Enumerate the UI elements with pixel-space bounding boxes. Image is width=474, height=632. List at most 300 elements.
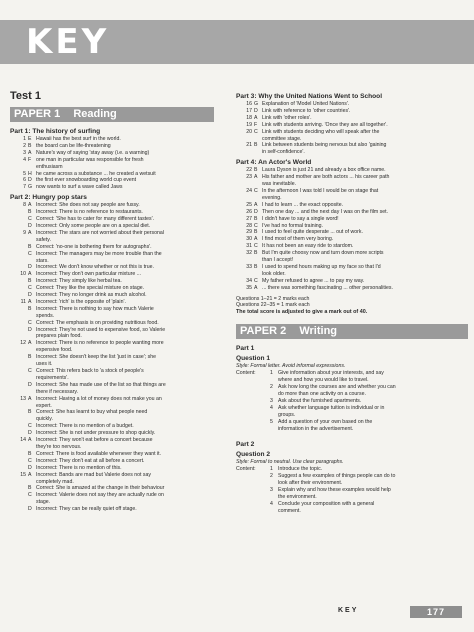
question-number: 5 — [23, 170, 26, 177]
question-number: 31 — [246, 243, 252, 250]
answer-letter: A — [254, 174, 258, 181]
question-number: 3 — [23, 149, 26, 156]
content-number: 1 — [270, 466, 273, 473]
answer-line — [10, 150, 214, 157]
question-number — [10, 292, 28, 299]
answer-letter: A — [254, 201, 258, 208]
answer-line — [236, 271, 468, 278]
answer-text: But I'm quite choosy now and turn down more scripts — [262, 250, 384, 257]
answer-line — [10, 143, 214, 150]
paper-1-heading — [10, 107, 214, 122]
content-number: 2 — [270, 473, 273, 480]
answer-letter: B — [28, 142, 32, 149]
question-number: 28 — [246, 222, 252, 229]
answer-text: Incorrect: The managers may be more trouble than the — [36, 250, 162, 257]
paper-name: Writing — [299, 325, 338, 338]
question-number — [10, 458, 28, 465]
content-text: Ask how long the courses are and whether you can — [278, 384, 396, 391]
answer-line — [10, 313, 214, 320]
content-number: 1 — [270, 370, 273, 377]
answer-line — [236, 108, 468, 115]
answer-line — [10, 430, 214, 437]
answer-text: My father refused to agree ... to pay my way. — [262, 277, 365, 284]
left-column — [10, 90, 214, 513]
answer-line — [10, 361, 214, 368]
answer-text: I had to learn ... the exact opposite. — [262, 201, 344, 208]
content-number — [270, 480, 278, 487]
answer-line — [10, 244, 214, 251]
question-number: 9 — [23, 229, 26, 236]
answer-text: Incorrect: Bands are mad but Valerie does not say — [36, 471, 151, 478]
answer-text: Incorrect: They simply like herbal tea. — [36, 278, 122, 285]
question-number: 33 — [246, 263, 252, 270]
question-number — [10, 216, 28, 223]
content-item — [236, 377, 468, 384]
answer-letter: A — [28, 149, 32, 156]
answer-letter: D — [254, 208, 258, 215]
answer-text: I've had no formal training. — [262, 222, 323, 229]
question-number: 18 — [246, 114, 252, 121]
content-item — [236, 405, 468, 412]
question-number — [10, 423, 28, 430]
answer-text: committee stage. — [262, 135, 302, 142]
answer-text: safety. — [36, 236, 51, 243]
question-number: 2 — [23, 142, 26, 149]
answer-line — [10, 423, 214, 430]
content-label — [236, 384, 270, 391]
answer-text: I find most of them very boring. — [262, 236, 334, 243]
answer-letter — [254, 136, 262, 143]
answer-letter: C — [254, 243, 258, 250]
answer-text: Correct: 'She has to cater for many different tastes'. — [36, 216, 155, 223]
question-number — [10, 485, 28, 492]
answer-letter: C — [28, 457, 32, 464]
answer-line — [236, 202, 468, 209]
question-number: 7 — [23, 184, 26, 191]
question-number — [10, 389, 28, 396]
answer-text: In the afternoon I was told I would be on stage that — [262, 187, 379, 194]
answer-text: Link with reference to 'other countries'. — [262, 107, 351, 114]
answer-line — [10, 271, 214, 278]
answer-line — [236, 167, 468, 174]
answer-letter: C — [28, 216, 32, 223]
answer-text: Incorrect: They won't eat before a concert because — [36, 437, 153, 444]
answer-letter: B — [254, 142, 258, 149]
answer-text: they're too nervous. — [36, 443, 82, 450]
question-number: 34 — [246, 277, 252, 284]
answer-line — [236, 285, 468, 292]
answer-letter: D — [28, 430, 32, 437]
content-item — [236, 370, 468, 377]
content-item — [236, 398, 468, 405]
answer-letter: B — [28, 409, 32, 416]
answer-line — [236, 101, 468, 108]
answer-line — [10, 354, 214, 361]
answer-line — [10, 177, 214, 184]
content-label — [236, 426, 270, 433]
answer-text: one man in particular was responsible for fresh — [36, 156, 144, 163]
answer-text: enthusiasm — [36, 163, 63, 170]
answer-text: Incorrect: They don't eat at all before a concert. — [36, 457, 145, 464]
answer-line — [236, 236, 468, 243]
answer-line — [10, 320, 214, 327]
answer-line — [236, 115, 468, 122]
answer-line — [10, 465, 214, 472]
answer-letter: G — [254, 101, 259, 107]
answer-letter: A — [254, 284, 258, 291]
answer-text: Incorrect: Having a lot of money does not make you an — [36, 395, 162, 402]
content-number: 3 — [270, 397, 273, 404]
answer-letter: C — [254, 128, 258, 135]
question-number: 27 — [246, 215, 252, 222]
answer-letter — [254, 181, 262, 188]
answer-text: Incorrect: There is no mention of this. — [36, 464, 122, 471]
question-number: 32 — [246, 250, 252, 257]
content-item — [236, 480, 468, 487]
answer-line — [236, 136, 468, 143]
paper-name: Reading — [73, 108, 117, 120]
answer-letter: F — [28, 156, 32, 163]
content-text: comment. — [278, 507, 301, 514]
paper-2-heading — [236, 324, 468, 339]
answer-letter: A — [28, 271, 32, 278]
answer-letter — [254, 149, 262, 156]
question-number: 13 — [20, 395, 26, 402]
part-2-answers — [10, 202, 214, 513]
content-item — [236, 501, 468, 508]
answer-letter — [254, 257, 262, 264]
answer-letter: C — [28, 492, 32, 499]
question-number: 19 — [246, 121, 252, 128]
question-number — [10, 361, 28, 368]
content-number — [270, 377, 278, 384]
question-number — [10, 403, 28, 410]
answer-text: expert. — [36, 402, 52, 409]
marks-note-1: Questions 1–21 = 2 marks each — [236, 295, 310, 302]
answer-letter: B — [28, 278, 32, 285]
answer-text: Link with 'other roles'. — [262, 114, 312, 121]
answer-letter — [28, 258, 36, 265]
paper-number: PAPER 2 — [240, 325, 287, 338]
answer-letter: D — [28, 506, 32, 513]
question-number — [10, 479, 28, 486]
answer-text: spends. — [36, 312, 55, 319]
answer-letter: A — [28, 437, 32, 444]
answer-letter: C — [254, 187, 258, 194]
question-number — [10, 285, 28, 292]
question-number — [236, 136, 254, 143]
question-number: 29 — [246, 229, 252, 236]
question-2-style: Style: Formal to neutral. Use clear paragraphs. — [236, 459, 344, 466]
answer-text: Incorrect: There is no reference to people wanting more — [36, 340, 164, 347]
content-text: where and how you would like to travel. — [278, 377, 369, 384]
answer-line — [10, 375, 214, 382]
answer-line — [236, 142, 468, 149]
content-label — [236, 377, 270, 384]
marks-note-2: Questions 22–35 = 1 mark each — [236, 302, 310, 309]
answer-letter — [28, 403, 36, 410]
answer-letter: A — [28, 471, 32, 478]
answer-letter — [28, 164, 36, 171]
answer-line — [10, 299, 214, 306]
question-number: 6 — [23, 177, 26, 184]
answer-text: Incorrect: There is no reference to restaurants. — [36, 209, 143, 216]
answer-text: Incorrect: They no longer drink as much alcohol. — [36, 292, 147, 299]
part-4-answers — [236, 167, 468, 291]
answer-line — [10, 333, 214, 340]
answer-letter: A — [28, 395, 32, 402]
question-number: 10 — [20, 271, 26, 278]
writing-part-2-title: Part 2 — [236, 441, 255, 449]
content-item — [236, 487, 468, 494]
footer-key-label: KEY — [338, 607, 359, 614]
content-number — [270, 412, 278, 419]
answer-text: look older. — [262, 270, 286, 277]
page-title: KEY — [26, 22, 110, 62]
answer-line — [10, 444, 214, 451]
answer-text: Incorrect: We don't know whether or not this is true. — [36, 264, 154, 271]
answer-letter: C — [254, 277, 258, 284]
content-label — [236, 480, 270, 487]
question-number — [10, 347, 28, 354]
answer-line — [10, 382, 214, 389]
answer-text: completely mad. — [36, 478, 74, 485]
question-number — [236, 149, 254, 156]
answer-text: Incorrect: They don't own particular mixture ... — [36, 271, 141, 278]
answer-letter: D — [254, 107, 258, 114]
answer-letter: A — [28, 229, 32, 236]
content-number — [270, 508, 278, 515]
answer-text: Then one day ... and the next day I was on the film set. — [262, 208, 389, 215]
answer-text: Laura Dyson is just 21 and already a box office name. — [262, 167, 386, 174]
question-number — [10, 354, 28, 361]
answer-letter — [28, 347, 36, 354]
answer-line — [10, 230, 214, 237]
answer-letter: B — [28, 450, 32, 457]
answer-letter — [28, 479, 36, 486]
answer-text: Correct: This refers back to 'a stock of people's — [36, 368, 144, 374]
answer-letter: B — [28, 354, 32, 361]
answer-line — [10, 403, 214, 410]
part-3-title: Part 3: Why the United Nations Went to School — [236, 93, 383, 100]
answer-line — [10, 458, 214, 465]
content-item — [236, 508, 468, 515]
answer-letter: A — [28, 298, 32, 305]
answer-letter: B — [254, 215, 258, 222]
content-label — [236, 508, 270, 515]
answer-text: Correct: The emphasis is on providing nutritious food. — [36, 319, 159, 326]
content-label: Content: — [236, 466, 256, 473]
answer-letter: C — [28, 285, 32, 292]
content-text: Give information about your interests, and say — [278, 370, 384, 377]
question-number: 21 — [246, 142, 252, 149]
question-number — [10, 209, 28, 216]
content-item — [236, 466, 468, 473]
answer-line — [10, 223, 214, 230]
question-number — [10, 313, 28, 320]
content-item — [236, 419, 468, 426]
answer-text: ... there was something fascinating ... other personalities. — [262, 284, 393, 291]
question-number — [10, 465, 28, 472]
content-number: 5 — [270, 418, 273, 425]
question-2-title: Question 2 — [236, 451, 271, 459]
question-number: 14 — [20, 437, 26, 444]
answer-line — [236, 188, 468, 195]
answer-line — [10, 136, 214, 143]
answer-text: His father and mother are both actors ... his career path — [262, 174, 390, 181]
question-number — [10, 237, 28, 244]
answer-letter — [28, 416, 36, 423]
question-number: 30 — [246, 236, 252, 243]
question-number — [10, 244, 28, 251]
answer-line — [10, 184, 214, 191]
answer-line — [10, 251, 214, 258]
answer-line — [10, 327, 214, 334]
answer-text: Incorrect: She has made use of the list so that things are — [36, 381, 166, 388]
answer-text: Hawaii has the best surf in the world. — [36, 136, 121, 142]
answer-line — [236, 250, 468, 257]
answer-letter: A — [28, 340, 32, 347]
answer-letter: C — [28, 368, 32, 374]
answer-letter — [28, 499, 36, 506]
answer-letter: F — [254, 121, 258, 128]
answer-letter: B — [28, 243, 32, 250]
content-label — [236, 398, 270, 405]
content-text: Ask whether language tuition is individual or in — [278, 404, 385, 411]
test-title: Test 1 — [10, 90, 41, 102]
content-text: Explain why and how these examples would help — [278, 487, 391, 494]
answer-letter: D — [28, 177, 32, 184]
question-number: 26 — [246, 208, 252, 215]
content-text: information in the advertisement. — [278, 425, 354, 432]
content-item — [236, 473, 468, 480]
content-text: Add a question of your own based on the — [278, 418, 373, 425]
answer-letter: C — [254, 222, 258, 229]
question-number — [236, 181, 254, 188]
answer-line — [10, 209, 214, 216]
answer-line — [236, 278, 468, 285]
answer-text: prepares plain food. — [36, 333, 82, 340]
answer-letter: B — [28, 209, 32, 216]
question-number — [10, 223, 28, 230]
answer-text: Correct: She has learnt to buy what people need — [36, 409, 148, 416]
answer-line — [10, 368, 214, 375]
answer-line — [236, 223, 468, 230]
answer-text: quickly. — [36, 416, 53, 423]
paper-number: PAPER 1 — [14, 108, 61, 120]
question-number — [10, 499, 28, 506]
answer-line — [10, 499, 214, 506]
question-number — [10, 320, 28, 327]
answer-letter — [28, 237, 36, 244]
question-number — [10, 251, 28, 258]
answer-line — [10, 506, 214, 513]
answer-letter: E — [28, 136, 32, 142]
answer-letter: B — [254, 167, 258, 174]
answer-letter: A — [28, 202, 32, 209]
answer-line — [10, 472, 214, 479]
question-number: 22 — [246, 167, 252, 174]
answer-line — [10, 278, 214, 285]
content-item — [236, 412, 468, 419]
answer-line — [236, 209, 468, 216]
content-label — [236, 391, 270, 398]
question-number — [10, 264, 28, 271]
marks-total: The total score is adjusted to give a mark out of 40. — [236, 309, 368, 316]
answer-text: requirements'. — [36, 374, 69, 381]
answer-letter: B — [254, 263, 258, 270]
question-number — [10, 368, 28, 375]
question-number: 12 — [20, 340, 26, 347]
answer-line — [10, 492, 214, 499]
answer-line — [10, 416, 214, 423]
answer-line — [10, 347, 214, 354]
right-column — [236, 90, 468, 515]
content-text: Ask about the furnished apartments. — [278, 397, 362, 404]
question-1-title: Question 1 — [236, 355, 271, 363]
answer-text: Correct: They like the special mixture on stage. — [36, 285, 145, 292]
answer-line — [10, 237, 214, 244]
answer-text: Incorrect: She is not under pressure to shop quickly. — [36, 430, 156, 437]
question-number: 15 — [20, 471, 26, 478]
answer-text: Incorrect: They're not used to expensive food, so Valerie — [36, 326, 166, 333]
answer-letter — [28, 361, 36, 368]
answer-text: uses it. — [36, 361, 53, 368]
content-number: 4 — [270, 500, 273, 507]
answer-text: Link between students being nervous but also 'gaining — [262, 142, 387, 149]
question-number — [10, 375, 28, 382]
answer-letter: D — [28, 292, 32, 299]
answer-text: Nature's way of saying 'stay away (i.e. a warning) — [36, 149, 150, 156]
question-number: 1 — [23, 136, 26, 142]
content-label — [236, 494, 270, 501]
answer-line — [10, 202, 214, 209]
answer-letter: B — [28, 485, 32, 492]
answer-line — [236, 243, 468, 250]
answer-text: It has not been an easy ride to stardom. — [262, 243, 354, 250]
answer-line — [10, 409, 214, 416]
answer-letter: B — [254, 229, 258, 236]
answer-letter — [28, 444, 36, 451]
answer-letter: D — [28, 381, 32, 388]
page-footer — [0, 606, 474, 620]
content-label — [236, 412, 270, 419]
answer-line — [236, 264, 468, 271]
answer-letter — [254, 271, 262, 278]
answer-line — [236, 181, 468, 188]
content-number — [270, 426, 278, 433]
answer-line — [10, 396, 214, 403]
answer-line — [10, 306, 214, 313]
question-number — [10, 451, 28, 458]
answer-text: was inevitable. — [262, 181, 297, 188]
page-number: 177 — [410, 606, 462, 618]
answer-text: Incorrect: She doesn't keep the list 'just in case'; she — [36, 354, 157, 361]
answer-text: Incorrect: 'rich' is the opposite of 'plain'. — [36, 298, 126, 305]
question-number — [10, 258, 28, 265]
content-number: 3 — [270, 487, 273, 494]
question-number — [10, 164, 28, 171]
answer-line — [10, 157, 214, 164]
answer-text: Correct: 'no-one is bothering them for autographs'. — [36, 243, 152, 250]
answer-text: Incorrect: She does not say people are fussy. — [36, 202, 140, 209]
answer-text: Incorrect: The stars are not worried about their personal — [36, 229, 164, 236]
answer-letter: B — [28, 305, 32, 312]
question-2-content — [236, 466, 468, 514]
question-number: 20 — [246, 128, 252, 135]
part-1-title: Part 1: The history of surfing — [10, 128, 101, 135]
answer-letter: D — [28, 464, 32, 471]
